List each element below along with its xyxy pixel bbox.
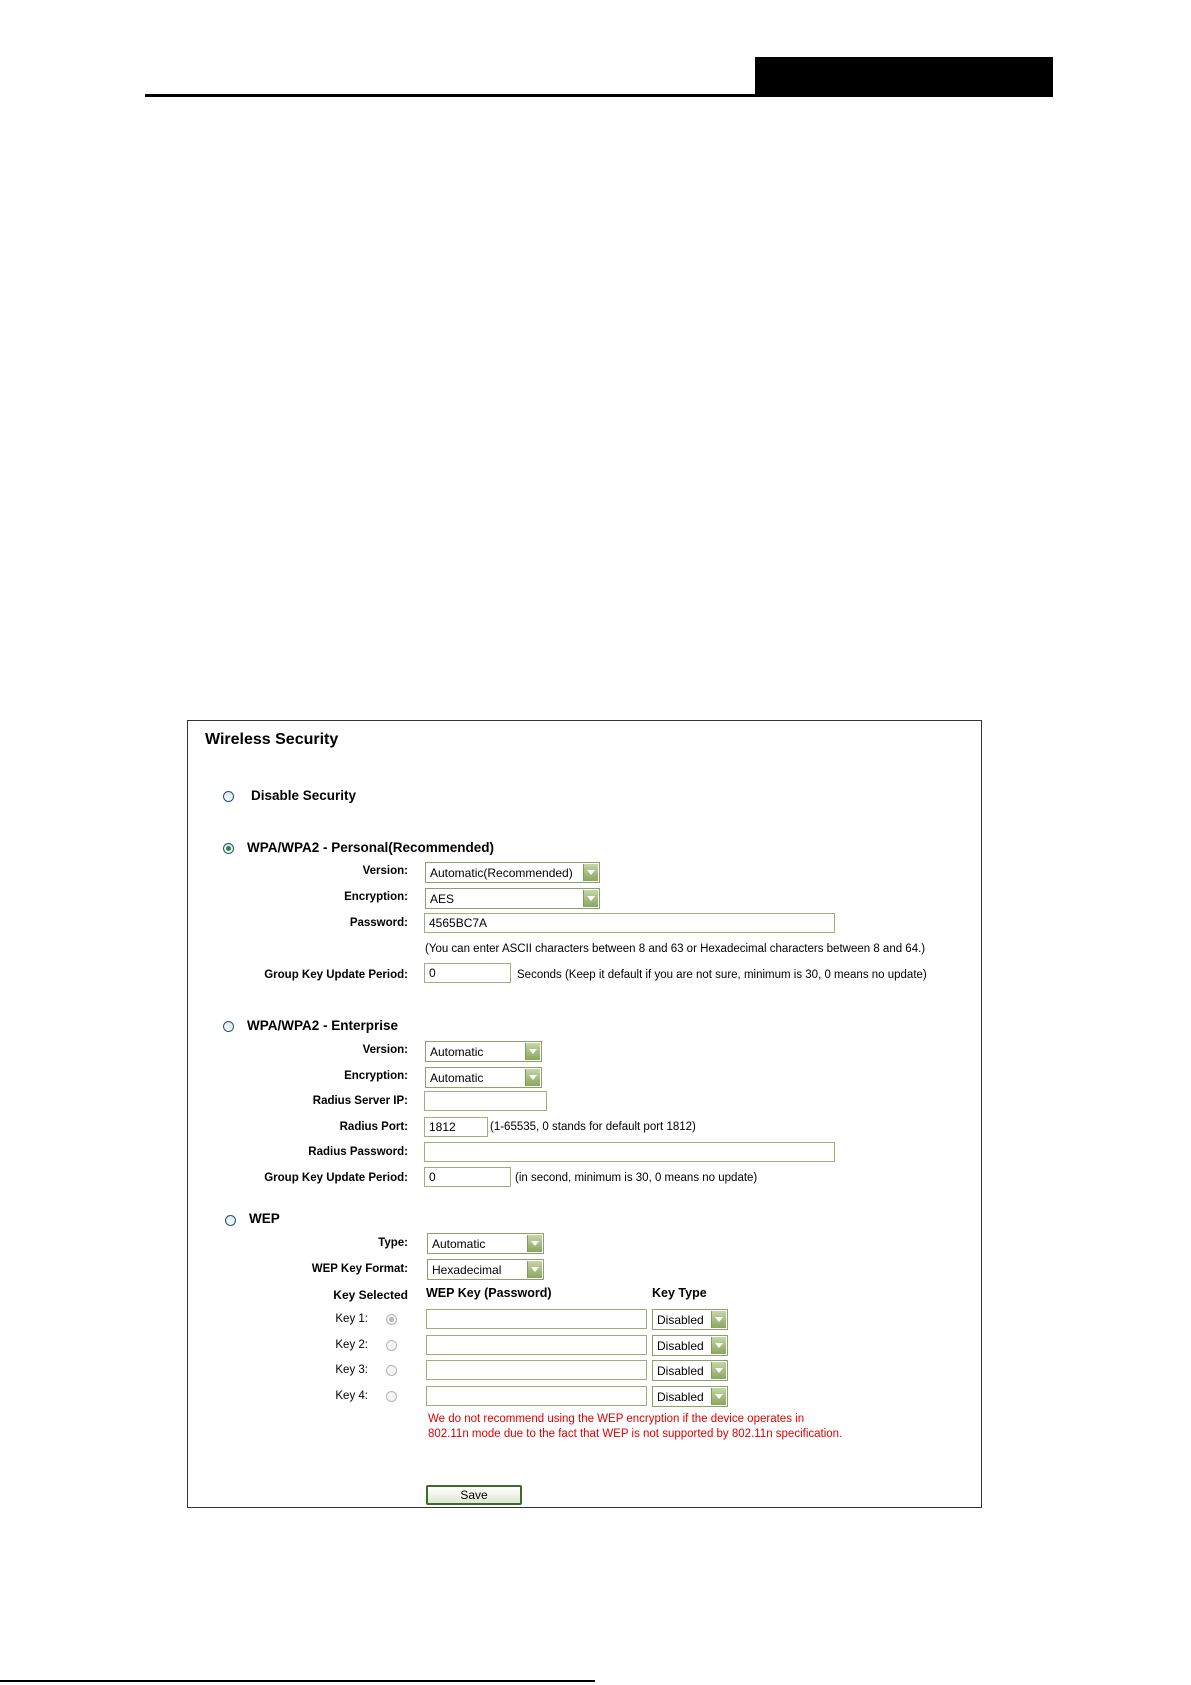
wep-type-select[interactable] xyxy=(427,1233,544,1254)
wep-radio[interactable] xyxy=(225,1215,236,1226)
radius-port-label: Radius Port: xyxy=(339,1121,408,1133)
enterprise-version-label: Version: xyxy=(362,1044,408,1056)
key3-type-select[interactable] xyxy=(652,1360,728,1381)
wep-type-label: Type: xyxy=(378,1237,408,1249)
enterprise-gkup-label: Group Key Update Period: xyxy=(264,1172,408,1184)
radius-port-note: (1-65535, 0 stands for default port 1812) xyxy=(490,1121,696,1133)
personal-version-value: Automatic(Recommended) xyxy=(430,866,573,880)
chevron-down-icon xyxy=(525,1069,540,1086)
personal-password-label: Password: xyxy=(349,917,408,929)
key1-type-value: Disabled xyxy=(657,1313,704,1327)
chevron-down-icon xyxy=(527,1261,542,1278)
enterprise-encryption-select[interactable] xyxy=(425,1067,542,1088)
key4-type-value: Disabled xyxy=(657,1390,704,1404)
save-button[interactable]: Save xyxy=(426,1485,522,1505)
key2-input[interactable] xyxy=(426,1335,647,1355)
wpa-personal-radio[interactable] xyxy=(223,843,234,854)
personal-gkup-label: Group Key Update Period: xyxy=(264,969,408,981)
personal-encryption-value: AES xyxy=(430,892,455,906)
wep-label: WEP xyxy=(249,1211,280,1226)
key3-radio[interactable] xyxy=(386,1365,397,1376)
key2-type-value: Disabled xyxy=(657,1339,704,1353)
wep-warning-line1: We do not recommend using the WEP encryption if the device operates in xyxy=(428,1413,805,1425)
key2-label: Key 2: xyxy=(335,1339,368,1351)
personal-encryption-label: Encryption: xyxy=(344,891,408,903)
radius-ip-label: Radius Server IP: xyxy=(312,1095,408,1107)
key3-label: Key 3: xyxy=(335,1364,368,1376)
key1-radio[interactable] xyxy=(386,1314,397,1325)
wep-format-label: WEP Key Format: xyxy=(311,1263,408,1275)
enterprise-encryption-label: Encryption: xyxy=(344,1070,408,1082)
wep-format-select[interactable] xyxy=(427,1259,544,1280)
chevron-down-icon xyxy=(711,1388,726,1405)
personal-password-input[interactable]: 4565BC7A xyxy=(424,913,835,933)
personal-password-note: (You can enter ASCII characters between 8 and 63 or Hexadecimal characters between 8 and 64.) xyxy=(425,943,926,955)
key4-label: Key 4: xyxy=(335,1390,368,1402)
key2-radio[interactable] xyxy=(386,1340,397,1351)
chevron-down-icon xyxy=(525,1043,540,1060)
disable-security-radio[interactable] xyxy=(223,791,234,802)
chevron-down-icon xyxy=(711,1337,726,1354)
chevron-down-icon xyxy=(527,1235,542,1252)
key-type-column-header: Key Type xyxy=(652,1286,707,1300)
enterprise-encryption-value: Automatic xyxy=(430,1071,484,1085)
key1-input[interactable] xyxy=(426,1309,647,1329)
personal-gkup-note: Seconds (Keep it default if you are not sure, minimum is 30, 0 means no update) xyxy=(517,969,927,981)
wep-key-column-header: WEP Key (Password) xyxy=(426,1286,552,1300)
key1-label: Key 1: xyxy=(335,1313,368,1325)
enterprise-gkup-note: (in second, minimum is 30, 0 means no update) xyxy=(515,1172,758,1184)
wpa-enterprise-label: WPA/WPA2 - Enterprise xyxy=(247,1018,399,1033)
wireless-security-panel xyxy=(187,720,982,1508)
enterprise-version-select[interactable] xyxy=(425,1041,542,1062)
disable-security-label: Disable Security xyxy=(251,788,357,803)
chevron-down-icon xyxy=(583,864,598,881)
key4-input[interactable] xyxy=(426,1386,647,1406)
chevron-down-icon xyxy=(711,1362,726,1379)
wep-format-value: Hexadecimal xyxy=(432,1263,502,1277)
wpa-personal-label: WPA/WPA2 - Personal(Recommended) xyxy=(247,840,495,855)
enterprise-gkup-input[interactable]: 0 xyxy=(424,1167,511,1187)
header-black-box xyxy=(755,57,1053,97)
panel-title: Wireless Security xyxy=(205,731,339,748)
personal-version-select[interactable] xyxy=(425,862,600,883)
wep-warning-line2: 802.11n mode due to the fact that WEP is not supported by 802.11n specification. xyxy=(428,1428,843,1440)
radius-port-input[interactable]: 1812 xyxy=(424,1117,488,1137)
key4-type-select[interactable] xyxy=(652,1386,728,1407)
wpa-enterprise-radio[interactable] xyxy=(223,1021,234,1032)
wep-type-value: Automatic xyxy=(432,1237,486,1251)
header-rule xyxy=(145,94,1053,97)
enterprise-version-value: Automatic xyxy=(430,1045,484,1059)
key4-radio[interactable] xyxy=(386,1391,397,1402)
key2-type-select[interactable] xyxy=(652,1335,728,1356)
footer-rule xyxy=(0,1680,595,1682)
key1-type-select[interactable] xyxy=(652,1309,728,1330)
key3-input[interactable] xyxy=(426,1360,647,1380)
key3-type-value: Disabled xyxy=(657,1364,704,1378)
personal-version-label: Version: xyxy=(362,865,408,877)
chevron-down-icon xyxy=(711,1311,726,1328)
wep-warning xyxy=(428,1412,842,1442)
radius-password-input[interactable] xyxy=(424,1142,835,1162)
radius-password-label: Radius Password: xyxy=(308,1146,408,1158)
personal-encryption-select[interactable] xyxy=(425,888,600,909)
personal-gkup-input[interactable]: 0 xyxy=(424,963,511,983)
key-selected-header: Key Selected xyxy=(333,1288,408,1302)
chevron-down-icon xyxy=(583,890,598,907)
radius-ip-input[interactable] xyxy=(424,1091,547,1111)
